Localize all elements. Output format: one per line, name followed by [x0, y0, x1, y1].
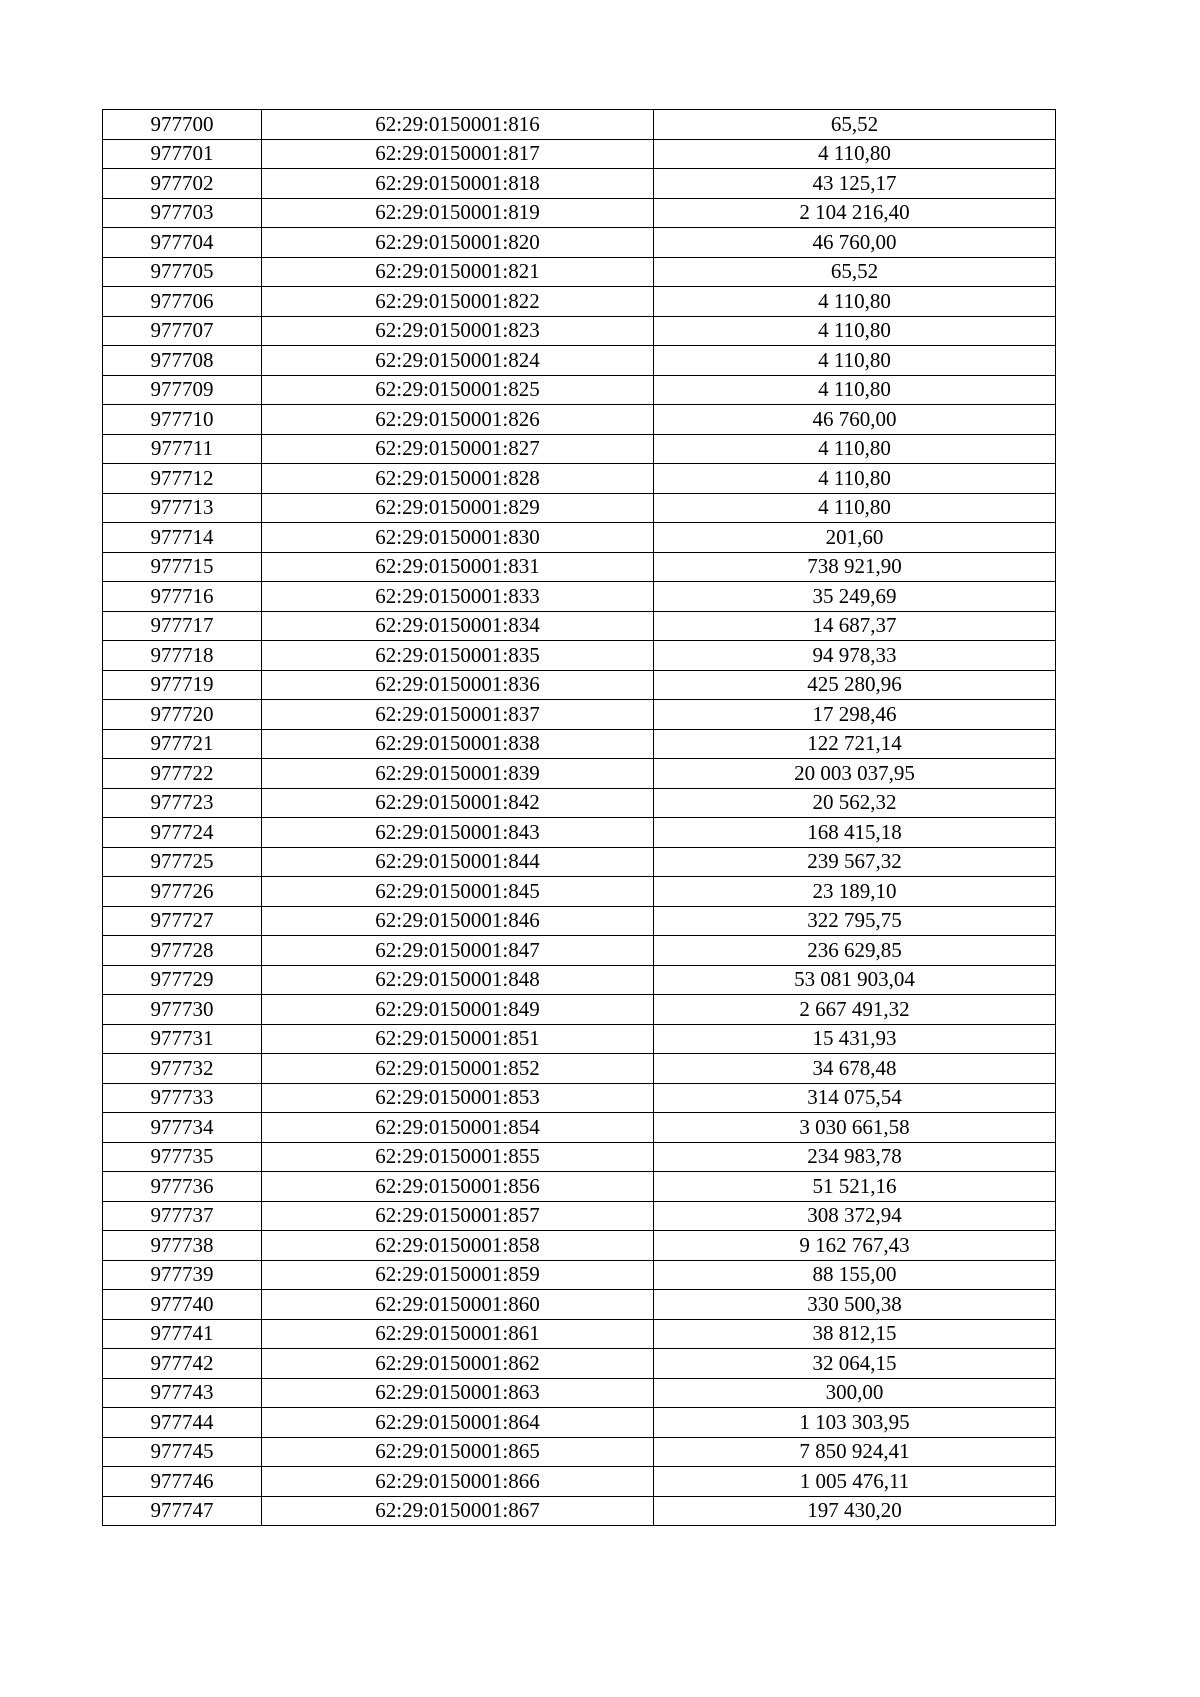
cadastral-number-cell: 62:29:0150001:830	[262, 523, 654, 553]
cadastral-value-cell: 15 431,93	[654, 1024, 1056, 1054]
cadastral-value-cell: 4 110,80	[654, 287, 1056, 317]
cadastral-value-cell: 65,52	[654, 110, 1056, 140]
table-row	[103, 1319, 1056, 1349]
cadastral-number-cell: 62:29:0150001:862	[262, 1349, 654, 1379]
cadastral-number-cell: 62:29:0150001:829	[262, 493, 654, 523]
table-row	[103, 493, 1056, 523]
cadastral-value-cell: 425 280,96	[654, 670, 1056, 700]
row-number-cell: 977742	[103, 1349, 262, 1379]
cadastral-number-cell: 62:29:0150001:847	[262, 936, 654, 966]
cadastral-value-cell: 4 110,80	[654, 464, 1056, 494]
table-row	[103, 552, 1056, 582]
table-row	[103, 641, 1056, 671]
row-number-cell: 977708	[103, 346, 262, 376]
cadastral-number-cell: 62:29:0150001:824	[262, 346, 654, 376]
cadastral-number-cell: 62:29:0150001:865	[262, 1437, 654, 1467]
row-number-cell: 977703	[103, 198, 262, 228]
cadastral-number-cell: 62:29:0150001:823	[262, 316, 654, 346]
table-row	[103, 257, 1056, 287]
row-number-cell: 977710	[103, 405, 262, 435]
table-row	[103, 1201, 1056, 1231]
row-number-cell: 977743	[103, 1378, 262, 1408]
cadastral-value-cell: 300,00	[654, 1378, 1056, 1408]
cadastral-number-cell: 62:29:0150001:858	[262, 1231, 654, 1261]
table-row	[103, 1467, 1056, 1497]
cadastral-number-cell: 62:29:0150001:833	[262, 582, 654, 612]
cadastral-value-cell: 38 812,15	[654, 1319, 1056, 1349]
table-row	[103, 434, 1056, 464]
cadastral-value-cell: 330 500,38	[654, 1290, 1056, 1320]
row-number-cell: 977712	[103, 464, 262, 494]
cadastral-number-cell: 62:29:0150001:867	[262, 1496, 654, 1526]
row-number-cell: 977719	[103, 670, 262, 700]
cadastral-value-cell: 88 155,00	[654, 1260, 1056, 1290]
cadastral-number-cell: 62:29:0150001:819	[262, 198, 654, 228]
table-row	[103, 1142, 1056, 1172]
cadastral-number-cell: 62:29:0150001:831	[262, 552, 654, 582]
cadastral-value-table	[102, 109, 1056, 1526]
row-number-cell: 977706	[103, 287, 262, 317]
table-row	[103, 611, 1056, 641]
table-row	[103, 464, 1056, 494]
cadastral-value-cell: 94 978,33	[654, 641, 1056, 671]
row-number-cell: 977725	[103, 847, 262, 877]
cadastral-value-cell: 122 721,14	[654, 729, 1056, 759]
cadastral-value-cell: 23 189,10	[654, 877, 1056, 907]
cadastral-value-cell: 17 298,46	[654, 700, 1056, 730]
cadastral-number-cell: 62:29:0150001:856	[262, 1172, 654, 1202]
row-number-cell: 977738	[103, 1231, 262, 1261]
cadastral-value-cell: 234 983,78	[654, 1142, 1056, 1172]
cadastral-number-cell: 62:29:0150001:849	[262, 995, 654, 1025]
table-row	[103, 788, 1056, 818]
row-number-cell: 977729	[103, 965, 262, 995]
cadastral-number-cell: 62:29:0150001:816	[262, 110, 654, 140]
table-row	[103, 1172, 1056, 1202]
cadastral-value-cell: 4 110,80	[654, 434, 1056, 464]
table-row	[103, 346, 1056, 376]
cadastral-value-cell: 14 687,37	[654, 611, 1056, 641]
cadastral-number-cell: 62:29:0150001:828	[262, 464, 654, 494]
cadastral-number-cell: 62:29:0150001:860	[262, 1290, 654, 1320]
cadastral-value-cell: 20 562,32	[654, 788, 1056, 818]
row-number-cell: 977744	[103, 1408, 262, 1438]
table-row	[103, 1083, 1056, 1113]
table-row	[103, 906, 1056, 936]
row-number-cell: 977731	[103, 1024, 262, 1054]
row-number-cell: 977709	[103, 375, 262, 405]
cadastral-number-cell: 62:29:0150001:825	[262, 375, 654, 405]
row-number-cell: 977745	[103, 1437, 262, 1467]
cadastral-number-cell: 62:29:0150001:866	[262, 1467, 654, 1497]
table-row	[103, 759, 1056, 789]
cadastral-number-cell: 62:29:0150001:864	[262, 1408, 654, 1438]
cadastral-value-cell: 201,60	[654, 523, 1056, 553]
row-number-cell: 977714	[103, 523, 262, 553]
table-row	[103, 1437, 1056, 1467]
row-number-cell: 977701	[103, 139, 262, 169]
table-row	[103, 287, 1056, 317]
row-number-cell: 977740	[103, 1290, 262, 1320]
cadastral-value-cell: 46 760,00	[654, 405, 1056, 435]
table-row	[103, 1378, 1056, 1408]
cadastral-value-cell: 20 003 037,95	[654, 759, 1056, 789]
cadastral-number-cell: 62:29:0150001:852	[262, 1054, 654, 1084]
cadastral-number-cell: 62:29:0150001:861	[262, 1319, 654, 1349]
cadastral-value-cell: 4 110,80	[654, 316, 1056, 346]
cadastral-value-cell: 738 921,90	[654, 552, 1056, 582]
cadastral-number-cell: 62:29:0150001:822	[262, 287, 654, 317]
row-number-cell: 977746	[103, 1467, 262, 1497]
cadastral-value-cell: 51 521,16	[654, 1172, 1056, 1202]
cadastral-number-cell: 62:29:0150001:817	[262, 139, 654, 169]
row-number-cell: 977717	[103, 611, 262, 641]
row-number-cell: 977739	[103, 1260, 262, 1290]
row-number-cell: 977735	[103, 1142, 262, 1172]
cadastral-number-cell: 62:29:0150001:820	[262, 228, 654, 258]
cadastral-number-cell: 62:29:0150001:859	[262, 1260, 654, 1290]
row-number-cell: 977728	[103, 936, 262, 966]
row-number-cell: 977747	[103, 1496, 262, 1526]
cadastral-value-cell: 43 125,17	[654, 169, 1056, 199]
row-number-cell: 977700	[103, 110, 262, 140]
row-number-cell: 977715	[103, 552, 262, 582]
cadastral-number-cell: 62:29:0150001:834	[262, 611, 654, 641]
table-row	[103, 375, 1056, 405]
table-row	[103, 877, 1056, 907]
table-row	[103, 198, 1056, 228]
table-row	[103, 1054, 1056, 1084]
row-number-cell: 977726	[103, 877, 262, 907]
cadastral-number-cell: 62:29:0150001:857	[262, 1201, 654, 1231]
table-row	[103, 1231, 1056, 1261]
cadastral-number-cell: 62:29:0150001:835	[262, 641, 654, 671]
cadastral-value-cell: 168 415,18	[654, 818, 1056, 848]
cadastral-value-cell: 314 075,54	[654, 1083, 1056, 1113]
table-row	[103, 405, 1056, 435]
table-row	[103, 1024, 1056, 1054]
cadastral-value-cell: 7 850 924,41	[654, 1437, 1056, 1467]
row-number-cell: 977723	[103, 788, 262, 818]
cadastral-number-cell: 62:29:0150001:848	[262, 965, 654, 995]
cadastral-number-cell: 62:29:0150001:845	[262, 877, 654, 907]
row-number-cell: 977707	[103, 316, 262, 346]
row-number-cell: 977711	[103, 434, 262, 464]
cadastral-value-cell: 4 110,80	[654, 139, 1056, 169]
row-number-cell: 977734	[103, 1113, 262, 1143]
row-number-cell: 977732	[103, 1054, 262, 1084]
cadastral-value-cell: 65,52	[654, 257, 1056, 287]
cadastral-value-cell: 2 667 491,32	[654, 995, 1056, 1025]
table-row	[103, 1290, 1056, 1320]
row-number-cell: 977713	[103, 493, 262, 523]
table-row	[103, 523, 1056, 553]
table-row	[103, 1113, 1056, 1143]
row-number-cell: 977737	[103, 1201, 262, 1231]
cadastral-value-cell: 35 249,69	[654, 582, 1056, 612]
cadastral-value-cell: 9 162 767,43	[654, 1231, 1056, 1261]
cadastral-number-cell: 62:29:0150001:853	[262, 1083, 654, 1113]
cadastral-number-cell: 62:29:0150001:844	[262, 847, 654, 877]
row-number-cell: 977741	[103, 1319, 262, 1349]
cadastral-number-cell: 62:29:0150001:855	[262, 1142, 654, 1172]
cadastral-value-cell: 322 795,75	[654, 906, 1056, 936]
table-row	[103, 110, 1056, 140]
row-number-cell: 977724	[103, 818, 262, 848]
cadastral-number-cell: 62:29:0150001:836	[262, 670, 654, 700]
cadastral-value-cell: 236 629,85	[654, 936, 1056, 966]
cadastral-number-cell: 62:29:0150001:821	[262, 257, 654, 287]
cadastral-number-cell: 62:29:0150001:838	[262, 729, 654, 759]
row-number-cell: 977716	[103, 582, 262, 612]
cadastral-value-cell: 1 005 476,11	[654, 1467, 1056, 1497]
row-number-cell: 977727	[103, 906, 262, 936]
cadastral-value-cell: 2 104 216,40	[654, 198, 1056, 228]
cadastral-number-cell: 62:29:0150001:843	[262, 818, 654, 848]
table-row	[103, 169, 1056, 199]
cadastral-number-cell: 62:29:0150001:851	[262, 1024, 654, 1054]
table-row	[103, 1260, 1056, 1290]
table-row	[103, 228, 1056, 258]
row-number-cell: 977718	[103, 641, 262, 671]
cadastral-number-cell: 62:29:0150001:863	[262, 1378, 654, 1408]
cadastral-value-cell: 32 064,15	[654, 1349, 1056, 1379]
row-number-cell: 977704	[103, 228, 262, 258]
cadastral-value-cell: 53 081 903,04	[654, 965, 1056, 995]
cadastral-number-cell: 62:29:0150001:826	[262, 405, 654, 435]
table-row	[103, 995, 1056, 1025]
cadastral-number-cell: 62:29:0150001:837	[262, 700, 654, 730]
table-row	[103, 729, 1056, 759]
row-number-cell: 977736	[103, 1172, 262, 1202]
table-row	[103, 582, 1056, 612]
cadastral-value-cell: 4 110,80	[654, 375, 1056, 405]
cadastral-value-cell: 34 678,48	[654, 1054, 1056, 1084]
table-row	[103, 847, 1056, 877]
cadastral-number-cell: 62:29:0150001:827	[262, 434, 654, 464]
cadastral-value-cell: 46 760,00	[654, 228, 1056, 258]
table-row	[103, 965, 1056, 995]
row-number-cell: 977721	[103, 729, 262, 759]
table-row	[103, 1496, 1056, 1526]
cadastral-value-cell: 308 372,94	[654, 1201, 1056, 1231]
row-number-cell: 977720	[103, 700, 262, 730]
cadastral-number-cell: 62:29:0150001:839	[262, 759, 654, 789]
cadastral-value-cell: 3 030 661,58	[654, 1113, 1056, 1143]
table-row	[103, 316, 1056, 346]
row-number-cell: 977733	[103, 1083, 262, 1113]
cadastral-value-cell: 197 430,20	[654, 1496, 1056, 1526]
table-row	[103, 818, 1056, 848]
table-body	[103, 110, 1056, 1526]
row-number-cell: 977730	[103, 995, 262, 1025]
table-row	[103, 700, 1056, 730]
cadastral-value-cell: 239 567,32	[654, 847, 1056, 877]
cadastral-number-cell: 62:29:0150001:842	[262, 788, 654, 818]
table-row	[103, 936, 1056, 966]
cadastral-value-cell: 1 103 303,95	[654, 1408, 1056, 1438]
cadastral-number-cell: 62:29:0150001:854	[262, 1113, 654, 1143]
cadastral-value-cell: 4 110,80	[654, 346, 1056, 376]
row-number-cell: 977702	[103, 169, 262, 199]
table-row	[103, 670, 1056, 700]
table-row	[103, 1349, 1056, 1379]
cadastral-value-cell: 4 110,80	[654, 493, 1056, 523]
cadastral-number-cell: 62:29:0150001:846	[262, 906, 654, 936]
table-row	[103, 1408, 1056, 1438]
row-number-cell: 977705	[103, 257, 262, 287]
cadastral-number-cell: 62:29:0150001:818	[262, 169, 654, 199]
row-number-cell: 977722	[103, 759, 262, 789]
table-row	[103, 139, 1056, 169]
